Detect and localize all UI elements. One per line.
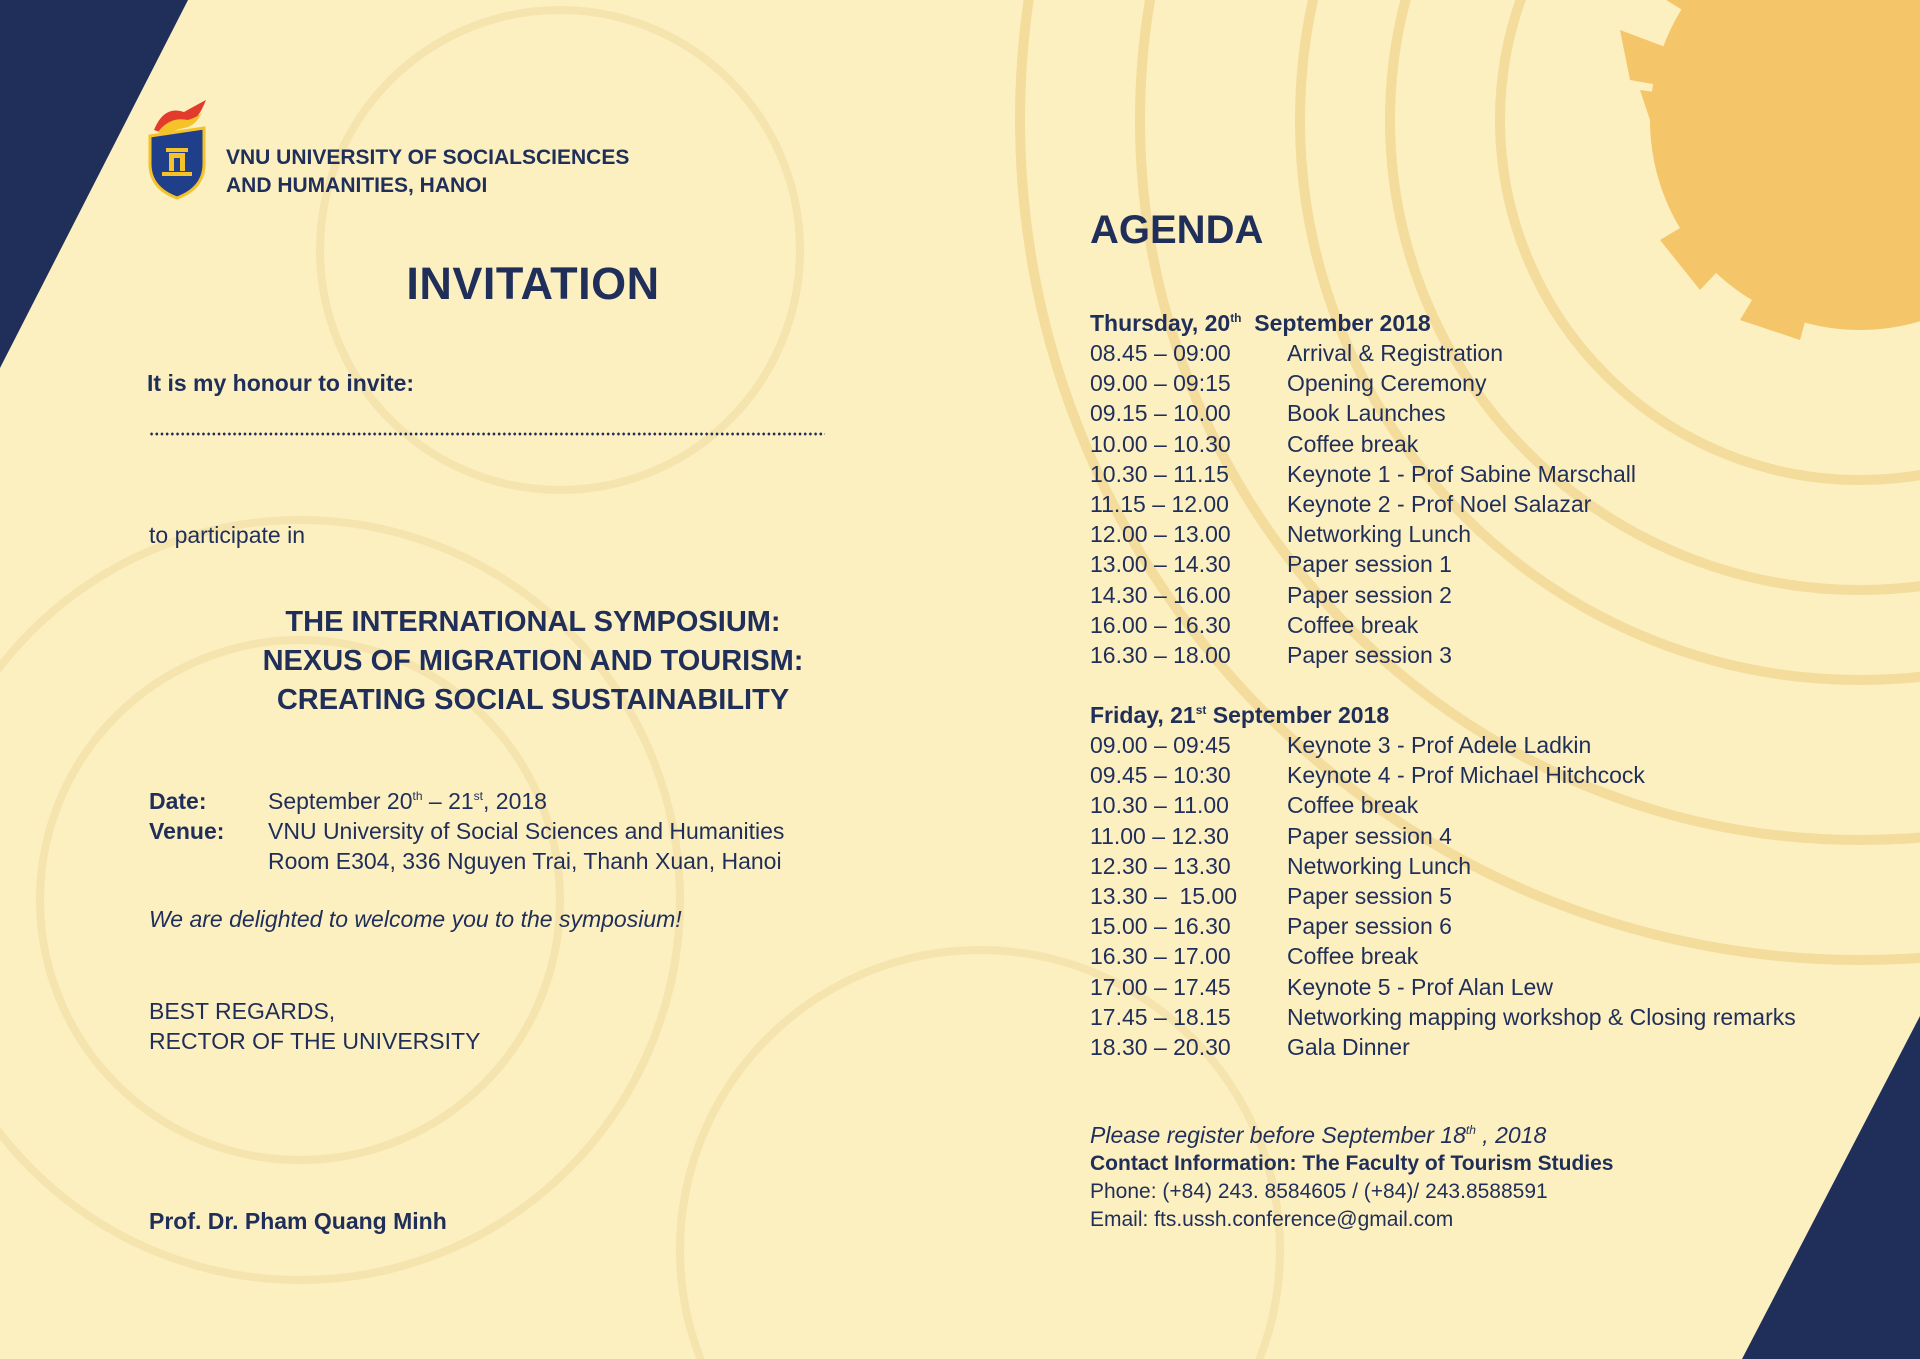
agenda-item [1090, 972, 1796, 1002]
agenda-day2 [1090, 700, 1796, 1062]
agenda-item [1090, 821, 1796, 851]
agenda-item-time: 11.15 – 12.00 [1090, 490, 1229, 517]
agenda-item [1090, 549, 1636, 579]
agenda-item [1090, 790, 1796, 820]
venue-label: Venue: [149, 818, 225, 844]
agenda-item [1090, 851, 1796, 881]
agenda-item [1090, 459, 1636, 489]
agenda-item [1090, 911, 1796, 941]
agenda-item [1090, 580, 1636, 610]
agenda-item-event: Gala Dinner [1287, 1033, 1410, 1060]
agenda-item-event: Keynote 3 - Prof Adele Ladkin [1287, 732, 1592, 758]
agenda-item-event: Book Launches [1287, 400, 1446, 427]
agenda-item-time: 10.30 – 11.15 [1090, 460, 1229, 487]
agenda-item-event: Networking Lunch [1287, 852, 1472, 879]
symposium-title-line3: CREATING SOCIAL SUSTAINABILITY [276, 684, 790, 716]
agenda-item [1090, 519, 1636, 549]
university-name-line2: AND HUMANITIES, HANOI [226, 174, 488, 197]
agenda-item [1090, 1032, 1796, 1062]
agenda-item [1090, 640, 1636, 670]
day1-heading: Thursday, 20th September 2018 [1090, 310, 1431, 336]
agenda-item-time: 16.30 – 17.00 [1090, 943, 1231, 970]
agenda-item-time: 10.00 – 10.30 [1090, 430, 1231, 457]
agenda-item-event: Paper session 5 [1287, 882, 1452, 909]
agenda-item [1090, 368, 1636, 398]
agenda-item-time: 13.30 – 15.00 [1090, 882, 1238, 909]
date-label: Date: [149, 788, 207, 814]
agenda-item-time: 17.00 – 17.45 [1090, 973, 1231, 1000]
regards-block [149, 996, 480, 1056]
agenda-item [1090, 760, 1796, 790]
register-note: Please register before September 18th , 2018 [1090, 1122, 1547, 1148]
agenda-item-event: Keynote 5 - Prof Alan Lew [1287, 973, 1553, 1000]
day2-heading: Friday, 21st September 2018 [1090, 702, 1390, 728]
agenda-item-time: 09.45 – 10:30 [1090, 762, 1231, 789]
university-crest-icon [144, 100, 210, 200]
agenda-item-time: 08.45 – 09:00 [1090, 340, 1231, 366]
symposium-title-line1: THE INTERNATIONAL SYMPOSIUM: [285, 606, 781, 638]
agenda-item [1090, 429, 1636, 459]
symposium-title-line2: NEXUS OF MIGRATION AND TOURISM: [262, 645, 804, 677]
agenda-item-time: 14.30 – 16.00 [1090, 581, 1231, 608]
agenda-item-time: 09.00 – 09:15 [1090, 370, 1231, 397]
contact-title: Contact Information: The Faculty of Tourism Studies [1090, 1152, 1614, 1175]
agenda-item-time: 15.00 – 16.30 [1090, 913, 1231, 940]
venue-line2: Room E304, 336 Nguyen Trai, Thanh Xuan, Hanoi [268, 848, 782, 874]
date-value: September 20th – 21st, 2018 [268, 788, 547, 814]
regards-line1: BEST REGARDS, [149, 998, 336, 1024]
venue-line1: VNU University of Social Sciences and Humanities [268, 818, 785, 844]
agenda-title: AGENDA [1090, 208, 1264, 252]
sun-star-icon [1620, 0, 1920, 340]
honour-text: It is my honour to invite: [147, 370, 415, 396]
agenda-item [1090, 338, 1636, 368]
agenda-item-time: 09.15 – 10.00 [1090, 400, 1231, 427]
agenda-item [1090, 489, 1636, 519]
agenda-item [1090, 881, 1796, 911]
agenda-item-event: Arrival & Registration [1287, 340, 1504, 366]
agenda-item-time: 16.30 – 18.00 [1090, 641, 1231, 668]
agenda-item-event: Keynote 2 - Prof Noel Salazar [1287, 490, 1592, 517]
agenda-item-time: 17.45 – 18.15 [1090, 1003, 1231, 1030]
agenda-item-time: 13.00 – 14.30 [1090, 551, 1231, 578]
agenda-item-event: Coffee break [1287, 611, 1419, 638]
agenda-item [1090, 610, 1636, 640]
agenda-item-event: Paper session 1 [1287, 551, 1452, 578]
agenda-item-time: 10.30 – 11.00 [1090, 792, 1229, 819]
agenda-item-event: Paper session 2 [1287, 581, 1452, 608]
university-name [226, 144, 629, 200]
university-name-line1: VNU UNIVERSITY OF SOCIALSCIENCES [226, 146, 630, 169]
agenda-item [1090, 730, 1796, 760]
regards-line2: RECTOR OF THE UNIVERSITY [149, 1028, 481, 1054]
event-info [149, 786, 784, 876]
agenda-item-event: Paper session 3 [1287, 641, 1452, 668]
signatory-name: Prof. Dr. Pham Quang Minh [149, 1208, 447, 1234]
contact-phone: Phone: (+84) 243. 8584605 / (+84)/ 243.8588591 [1090, 1180, 1548, 1203]
agenda-item [1090, 941, 1796, 971]
navy-corner-bottom-right [1742, 1016, 1920, 1359]
agenda-item-time: 11.00 – 12.30 [1090, 822, 1229, 849]
invitee-dotted-line [149, 432, 825, 436]
agenda-item-event: Coffee break [1287, 943, 1419, 970]
agenda-day1 [1090, 308, 1636, 670]
agenda-item-time: 12.00 – 13.00 [1090, 521, 1231, 548]
agenda-item-event: Coffee break [1287, 430, 1419, 457]
agenda-item-event: Opening Ceremony [1287, 370, 1487, 397]
contact-email: Email: fts.ussh.conference@gmail.com [1090, 1208, 1454, 1231]
agenda-item-time: 18.30 – 20.30 [1090, 1033, 1231, 1060]
symposium-title [200, 603, 866, 720]
agenda-item [1090, 398, 1636, 428]
agenda-item-event: Coffee break [1287, 792, 1419, 819]
invitation-title: INVITATION [406, 258, 660, 309]
agenda-item-event: Paper session 4 [1287, 822, 1452, 849]
welcome-text: We are delighted to welcome you to the symposium! [149, 906, 682, 932]
agenda-item-time: 12.30 – 13.30 [1090, 852, 1231, 879]
agenda-item-time: 09.00 – 09:45 [1090, 732, 1231, 758]
agenda-item-event: Networking Lunch [1287, 521, 1472, 548]
agenda-item-event: Keynote 1 - Prof Sabine Marschall [1287, 460, 1637, 487]
participate-text: to participate in [149, 522, 305, 548]
agenda-item [1090, 1002, 1796, 1032]
agenda-item-event: Keynote 4 - Prof Michael Hitchcock [1287, 762, 1645, 789]
agenda-item-event: Paper session 6 [1287, 913, 1452, 940]
agenda-item-event: Networking mapping workshop & Closing remarks [1287, 1003, 1796, 1030]
agenda-item-time: 16.00 – 16.30 [1090, 611, 1231, 638]
